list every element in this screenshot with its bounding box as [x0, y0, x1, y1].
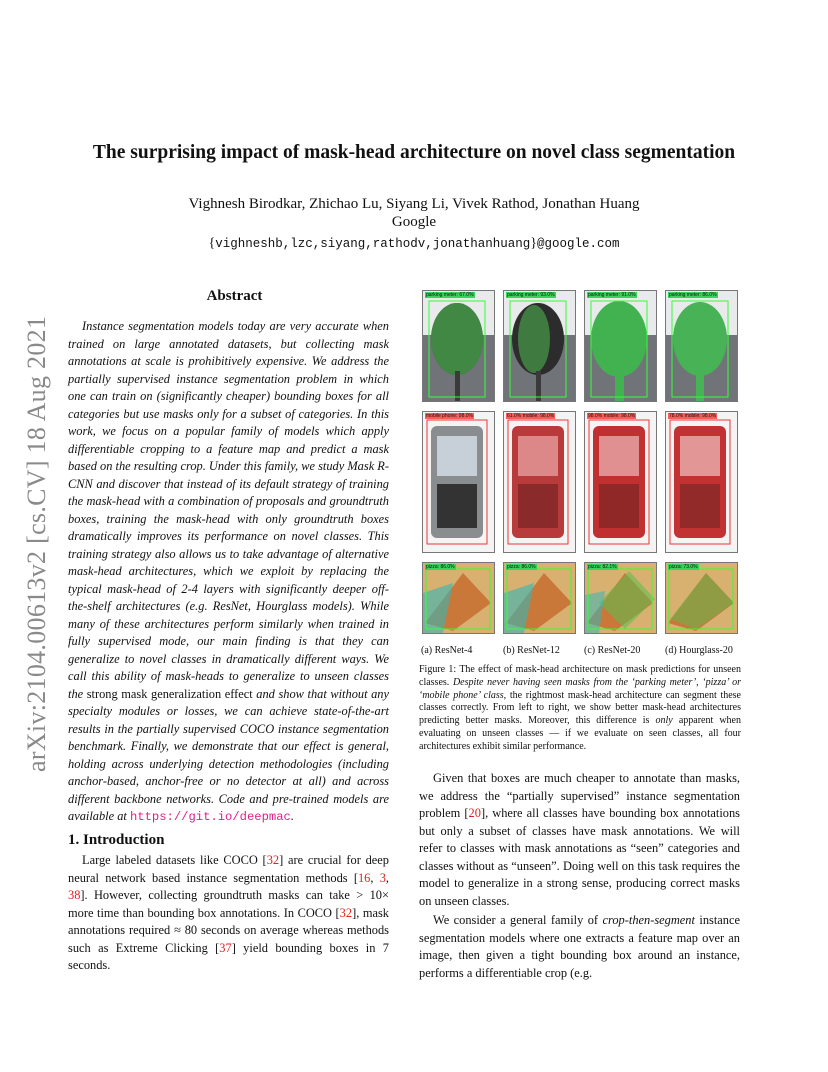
- caption-text: Figure 1: The effect of mask-head architecture on mask predictions for unseen classes.: [419, 664, 741, 688]
- body-text: instance segmentation models where one extracts a feature map over an image, then given a tight bounding box around an instance, performs a differentiable crop (e.g.: [419, 913, 740, 980]
- citation-link[interactable]: 32: [266, 853, 280, 867]
- figure-panel-mobile-phone-b: [503, 411, 576, 553]
- citation-link[interactable]: 38: [68, 888, 81, 902]
- figure-panel-pizza-b: [503, 562, 576, 634]
- introduction-body: Large labeled datasets like COCO [32] are crucial for deep neural network based instance segmentation methods [16, 3, 38]. However, collecting groundtruth masks can take > 10× more time than bounding box annotations. In COCO [32], mask annotations required ≈ 80 seconds on average whereas methods such as Extreme Clicking [37] yield bounding boxes in 7 seconds.: [68, 853, 389, 972]
- figure-panel-pizza-a: [422, 562, 495, 634]
- intro-text: ]. However, collecting groundtruth masks can take > 10× more time than bounding box annotations. In COCO [: [68, 888, 389, 920]
- code-link[interactable]: https://git.io/deepmac: [129, 810, 291, 824]
- detection-label: 98.0% mobile: 98.0%: [588, 413, 636, 419]
- abstract-heading: Abstract: [206, 288, 263, 304]
- detection-label: pizza: 86.0%: [426, 564, 455, 570]
- author-list: Vighnesh Birodkar, Zhichao Lu, Siyang Li, Vivek Rathod, Jonathan Huang: [188, 196, 640, 212]
- pizza-image: [585, 563, 656, 633]
- citation-link[interactable]: 37: [219, 940, 232, 955]
- intro-text: ] yield bounding boxes in 7 seconds.: [68, 940, 389, 972]
- caption-text: apparent when evaluating on unseen classes — if we evaluate on seen classes, all four architectures exhibit similar performance.: [419, 715, 742, 752]
- arxiv-stamp: arXiv:2104.00613v2 [cs.CV] 18 Aug 2021: [22, 315, 51, 772]
- citation-link[interactable]: 3: [379, 870, 386, 885]
- mobile-phone-image: [504, 412, 575, 552]
- subcaption-a: (a) ResNet-4: [421, 645, 473, 656]
- figure-panel-mobile-phone-c: [584, 411, 657, 553]
- citation-link[interactable]: 32: [339, 905, 353, 920]
- citation-link[interactable]: 16: [357, 870, 371, 885]
- right-column-body: [419, 770, 740, 982]
- detection-label: 61.0% mobile: 98.0%: [507, 413, 555, 419]
- caption-text: , the rightmost mask-head architecture can segment these classes correctly. From left to right, we show better mask-head architectures predicting better masks. Moreover, this difference is: [419, 689, 741, 727]
- pizza-image: [666, 563, 737, 633]
- citation-link[interactable]: 20: [468, 806, 481, 820]
- email-domain: @google.com: [537, 237, 620, 251]
- mobile-phone-image: [585, 412, 656, 552]
- detection-label: pizza: 82.1%: [588, 564, 617, 570]
- abstract-text-a: Instance segmentation models today are very accurate when trained on large annotated datasets, but collecting mask annotations at scale is prohibitively expensive. We address the partially supervised instance segmentation problem in which one can train on (significantly cheaper) bounding boxes for all categories but use masks only for a subset of categories. In this work, we focus on a popular family of models which apply differentiable cropping to a feature map and predict a mask based on the resulting crop. Under this family, we study Mask R-CNN and discover that instead of its default strategy of training the mask-head with a combination of proposals and groundtruth boxes, training the mask-head with only groundtruth boxes dramatically improves its performance on novel classes. This training strategy also allows us to take advantage of alternative mask-head architectures, which we exploit by replacing the typical mask-head of 2-4 layers with significantly deeper off-the-shelf architectures (e.g. ResNet, Hourglass models). While many of these architectures perform similarly when trained in fully supervised mode, our main finding is that they can generalize to novel classes in dramatically different ways. We call this ability of mask-heads to generalize to unseen classes the: [68, 319, 389, 701]
- body-text: Given that boxes are much cheaper to annotate than masks, we address the “partially supervised” instance segmentation problem [: [419, 771, 740, 820]
- detection-label: parking meter: 67.0%: [426, 292, 474, 298]
- detection-label: pizza: 73.0%: [669, 564, 698, 570]
- intro-text: Large labeled datasets like COCO [: [82, 853, 267, 867]
- caption-emphasis: only: [655, 715, 673, 727]
- detection-label: parking meter: 91.0%: [588, 292, 636, 298]
- figure-panel-mobile-phone-a: [422, 411, 495, 553]
- detection-label: mobile phone: 98.0%: [426, 413, 473, 419]
- figure-caption: [419, 664, 741, 754]
- subcaption-c: (c) ResNet-20: [584, 645, 641, 656]
- figure-panel-parking-meter-b: [503, 290, 576, 402]
- mobile-phone-image: [423, 412, 494, 552]
- figure-panel-parking-meter-a: [422, 290, 495, 402]
- mobile-phone-image: [666, 412, 737, 552]
- detection-label: parking meter: 93.0%: [507, 292, 555, 298]
- parking-meter-image: [423, 291, 494, 401]
- caption-emphasis: Despite never having seen masks from the ‘parking meter’, ‘pizza’ or ‘mobile phone’ class: [419, 676, 741, 701]
- subcaption-b: (b) ResNet-12: [503, 645, 560, 656]
- intro-text: ] are crucial for deep neural network based instance segmentation methods [: [68, 853, 389, 885]
- parking-meter-image: [504, 291, 575, 401]
- section-heading-introduction: 1. Introduction: [68, 832, 165, 848]
- email-handles: vighneshb,lzc,siyang,rathodv,jonathanhuang: [215, 237, 531, 251]
- figure-1: [419, 285, 741, 641]
- pizza-image: [504, 563, 575, 633]
- author-emails: {vighneshb,lzc,siyang,rathodv,jonathanhuang}@google.com: [208, 236, 620, 251]
- figure-panel-parking-meter-d: [665, 290, 738, 402]
- abstract-body: [68, 318, 389, 827]
- body-text: We consider a general family of: [433, 913, 603, 927]
- abstract-text-c: and show that without any specialty modules or losses, we can achieve state-of-the-art results in the partially supervised COCO instance segmentation benchmark. Finally, we demonstrate that our effect is general, holding across underlying detection methodologies (including anchor-based, anchor-free or no detector at all) and across different backbone networks. Code and pre-trained models are available at: [68, 686, 389, 823]
- figure-panel-pizza-d: [665, 562, 738, 634]
- body-text: ], where all classes have bounding box annotations but only a subset of classes have mask annotations. We will refer to classes with mask annotations as “seen” categories and classes without as “unseen”. Doing well on this task requires the model to generalize in a strong sense, producing correct masks on unseen classes.: [419, 806, 740, 908]
- abstract-emphasis: strong mask generalization effect: [86, 686, 253, 701]
- figure-panel-pizza-c: [584, 562, 657, 634]
- parking-meter-image: [666, 291, 737, 401]
- intro-text: ], mask annotations required ≈ 80 seconds on average whereas methods such as Extreme Clicking [: [68, 905, 389, 955]
- detection-label: pizza: 86.0%: [507, 564, 536, 570]
- detection-label: 78.0% mobile: 98.0%: [669, 413, 717, 419]
- body-emphasis: crop-then-segment: [602, 913, 695, 927]
- subcaption-d: (d) Hourglass-20: [665, 645, 733, 656]
- figure-panel-mobile-phone-d: [665, 411, 738, 553]
- affiliation: Google: [391, 214, 437, 230]
- parking-meter-image: [585, 291, 656, 401]
- paper-title: The surprising impact of mask-head architecture on novel class segmentation: [92, 142, 736, 163]
- detection-label: parking meter: 86.0%: [669, 292, 717, 298]
- abstract-end: .: [290, 809, 294, 823]
- figure-panel-parking-meter-c: [584, 290, 657, 402]
- pizza-image: [423, 563, 494, 633]
